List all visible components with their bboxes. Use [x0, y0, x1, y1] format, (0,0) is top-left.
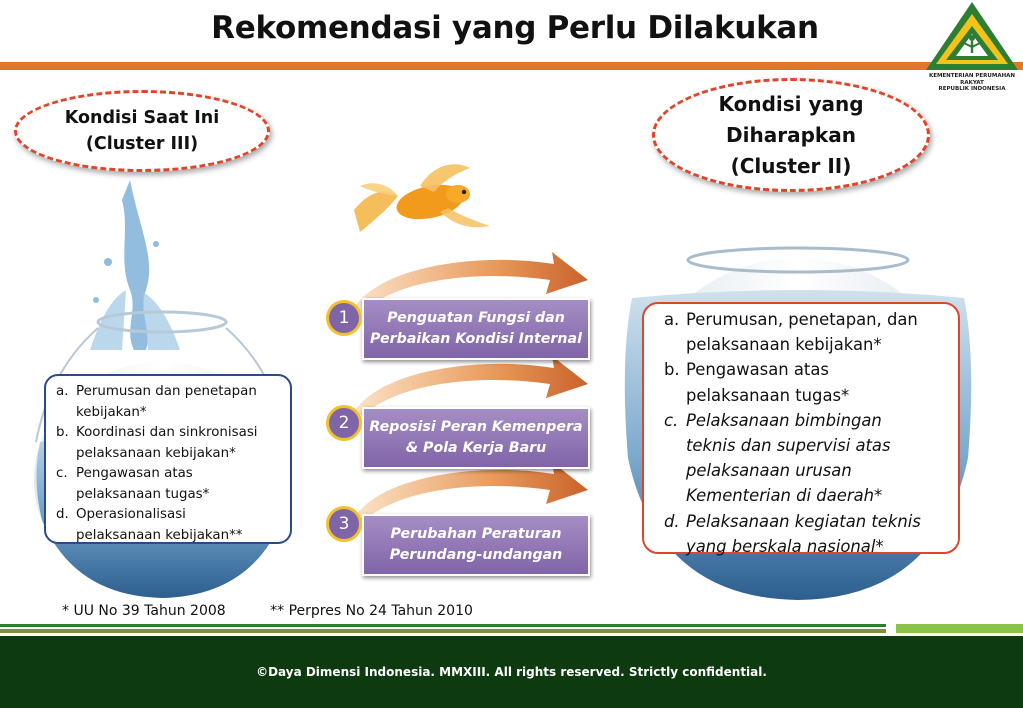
list-text: pelaksanaan urusan — [686, 461, 852, 481]
list-item — [56, 382, 282, 423]
list-item — [664, 357, 948, 407]
step-box-1 — [362, 298, 590, 360]
step-text: Perundang-undangan — [389, 547, 563, 563]
list-item — [56, 505, 282, 546]
list-text: pelaksanaan tugas* — [686, 385, 850, 405]
step-arrows — [340, 250, 620, 530]
list-text: pelaksanaan tugas* — [76, 486, 210, 502]
list-item — [664, 509, 948, 559]
list-marker: c. — [664, 410, 679, 430]
step-text: & Pola Kerja Baru — [405, 440, 547, 456]
list-item — [56, 423, 282, 464]
list-text: Pelaksanaan bimbingan — [686, 410, 882, 430]
target-heading-line1: Kondisi yang — [718, 91, 864, 116]
list-marker: a. — [664, 310, 680, 329]
list-text: yang berskala nasional* — [686, 536, 884, 556]
step-box-3 — [362, 514, 590, 576]
list-marker: b. — [664, 360, 680, 380]
step-text: Perbaikan Kondisi Internal — [370, 331, 582, 347]
list-text: Perumusan, penetapan, dan — [686, 310, 918, 329]
title-underline — [0, 62, 922, 70]
logo-org-line1: KEMENTERIAN PERUMAHAN RAKYAT — [928, 73, 1016, 86]
step-text: Penguatan Fungsi dan — [387, 310, 565, 326]
current-condition-oval — [14, 90, 270, 172]
logo-caption — [918, 73, 1023, 93]
current-heading-line1: Kondisi Saat Ini — [64, 108, 220, 128]
footer-divider — [0, 624, 1023, 636]
list-text: Operasionalisasi — [76, 507, 186, 522]
list-text: Perumusan dan penetapan — [76, 384, 257, 399]
list-text: Pengawasan atas — [76, 466, 193, 481]
copyright-text: ©Daya Dimensi Indonesia. MMXIII. All rights reserved. Strictly confidential. — [256, 665, 767, 679]
list-item — [664, 408, 948, 509]
list-marker: d. — [56, 507, 69, 522]
list-text: Pelaksanaan kegiatan teknis — [686, 511, 921, 531]
list-marker: a. — [56, 384, 69, 399]
list-text: Koordinasi dan sinkronisasi — [76, 425, 258, 440]
step-number-3: 3 — [326, 506, 362, 542]
list-item — [664, 307, 948, 357]
list-marker: b. — [56, 425, 69, 440]
step-number-2: 2 — [326, 405, 362, 441]
goldfish-image — [350, 150, 500, 240]
list-item — [56, 464, 282, 505]
target-heading-line3: (Cluster II) — [730, 153, 852, 178]
list-text: pelaksanaan kebijakan** — [76, 527, 243, 543]
target-heading-line2: Diharapkan — [726, 122, 856, 147]
step-box-2 — [362, 407, 590, 469]
step-text: Reposisi Peran Kemenpera — [369, 419, 583, 435]
page-title: Rekomendasi yang Perlu Dilakukan — [211, 10, 819, 46]
list-text: Pengawasan atas — [686, 360, 829, 380]
list-text: kebijakan* — [76, 404, 147, 420]
target-conditions-list — [642, 302, 960, 554]
footer-bar — [0, 636, 1023, 708]
step-number-1: 1 — [326, 300, 362, 336]
list-text: pelaksanaan kebijakan* — [686, 335, 882, 355]
list-marker: d. — [664, 511, 680, 531]
target-condition-oval — [652, 78, 930, 192]
arrow-icon — [354, 462, 588, 522]
list-text: pelaksanaan kebijakan* — [76, 445, 236, 461]
logo-org-line2: REPUBLIK INDONESIA — [938, 86, 1006, 92]
current-heading-line2: (Cluster III) — [85, 134, 199, 154]
list-text: Kementerian di daerah* — [686, 486, 883, 506]
step-text: Perubahan Peraturan — [390, 526, 562, 542]
footnote: * UU No 39 Tahun 2008 ** Perpres No 24 Tahun 2010 — [62, 603, 473, 619]
list-text: teknis dan supervisi atas — [686, 436, 891, 456]
list-marker: c. — [56, 466, 68, 481]
current-conditions-list — [44, 374, 292, 544]
